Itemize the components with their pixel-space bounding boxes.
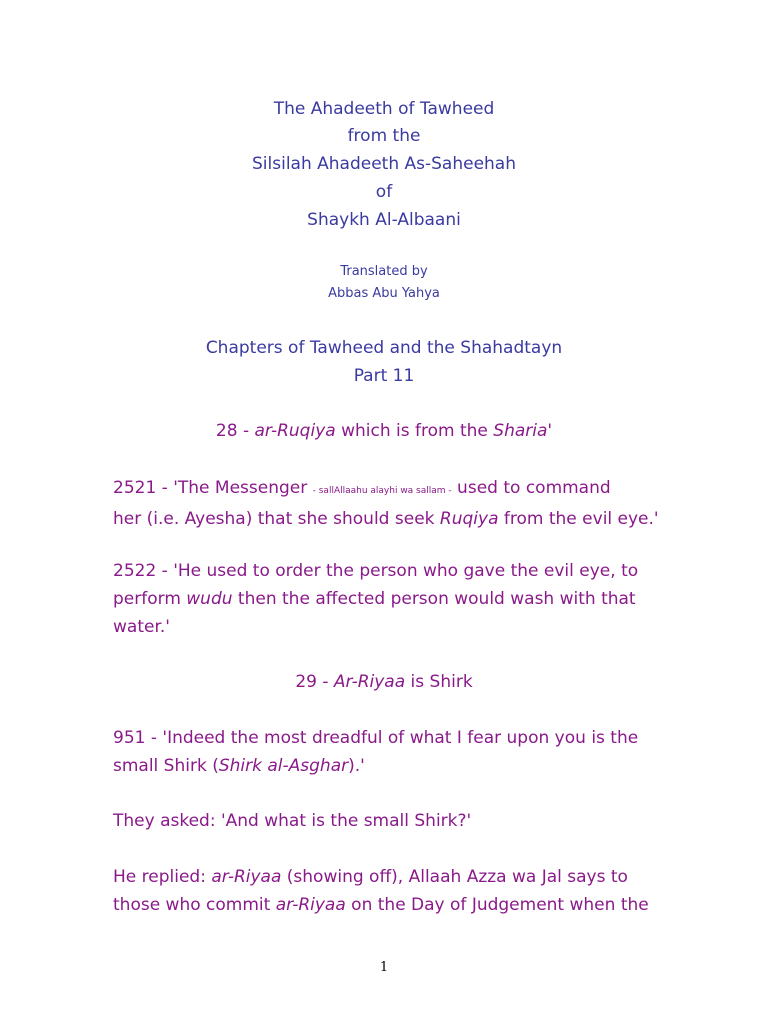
hadith-951-line-1: 951 - 'Indeed the most dreadful of what I fear upon you is the <box>113 728 639 748</box>
page-number: 1 <box>379 960 389 975</box>
hadith-2522-line2-end: then the affected person would wash with that <box>232 589 636 609</box>
section-28-term2: Sharia' <box>493 421 553 441</box>
reply-term: ar-Riyaa <box>211 867 282 887</box>
hadith-2521-start: 2521 - 'The Messenger <box>113 478 313 498</box>
hadith-951-term: Shirk al-Asghar <box>218 756 349 776</box>
title-line-3: Silsilah Ahadeeth As-Saheehah <box>252 154 516 174</box>
hadith-2522 <box>113 557 673 641</box>
chapter-title: Chapters of Tawheed and the Shahadtayn <box>205 338 563 358</box>
question-line: They asked: 'And what is the small Shirk?' <box>113 811 472 831</box>
title-line-5: Shaykh Al-Albaani <box>307 210 461 230</box>
section-29-number: 29 - <box>295 672 334 692</box>
reply-line2-end: on the Day of Judgement when the <box>345 895 649 915</box>
hadith-951-line2-end: ).' <box>348 756 365 776</box>
reply-line2-start: those who commit <box>113 895 276 915</box>
title-line-2: from the <box>347 126 421 146</box>
chapter-part: Part 11 <box>353 366 415 386</box>
title-line-1: The Ahadeeth of Tawheed <box>273 99 495 119</box>
section-29-heading <box>0 672 768 692</box>
hadith-2521-term: Ruqiya <box>439 509 499 529</box>
section-28-number: 28 - <box>215 421 255 441</box>
section-29-term: Ar-Riyaa <box>333 672 406 692</box>
hadith-2521-line-2 <box>113 505 673 533</box>
hadith-2521-line-1 <box>113 474 673 505</box>
hadith-951 <box>113 724 673 780</box>
hadith-2521-mid: used to command <box>451 478 611 498</box>
reply-term2: ar-Riyaa <box>275 895 346 915</box>
hadith-2521-salutation: - sallAllaahu alayhi wa sallam - <box>312 486 452 496</box>
section-28-middle: which is from the <box>335 421 494 441</box>
reply-line-1 <box>113 863 673 891</box>
hadith-2522-line-3: water.' <box>113 617 170 637</box>
translator-label: Translated by <box>340 264 428 279</box>
reply-line-2 <box>113 891 673 919</box>
hadith-2521-line2-start: her (i.e. Ayesha) that she should seek <box>113 509 440 529</box>
hadith-951-line-2 <box>113 752 673 780</box>
hadith-951-line2-start: small Shirk ( <box>113 756 219 776</box>
hadith-2521 <box>113 474 673 533</box>
section-28-heading <box>0 421 768 441</box>
hadith-2522-line-1: 2522 - 'He used to order the person who gave the evil eye, to <box>113 561 639 581</box>
section-29-end: is Shirk <box>405 672 473 692</box>
reply-line1-start: He replied: <box>113 867 212 887</box>
section-28-term: ar-Ruqiya <box>254 421 336 441</box>
hadith-2522-line-2 <box>113 585 673 613</box>
title-line-4: of <box>375 182 393 202</box>
hadith-2521-line2-end: from the evil eye.' <box>498 509 659 529</box>
reply-line1-end: (showing off), Allaah Azza wa Jal says to <box>281 867 628 887</box>
reply <box>113 863 673 919</box>
hadith-2522-line2-start: perform <box>113 589 187 609</box>
hadith-2522-term: wudu <box>186 589 233 609</box>
translator-name: Abbas Abu Yahya <box>328 286 440 301</box>
